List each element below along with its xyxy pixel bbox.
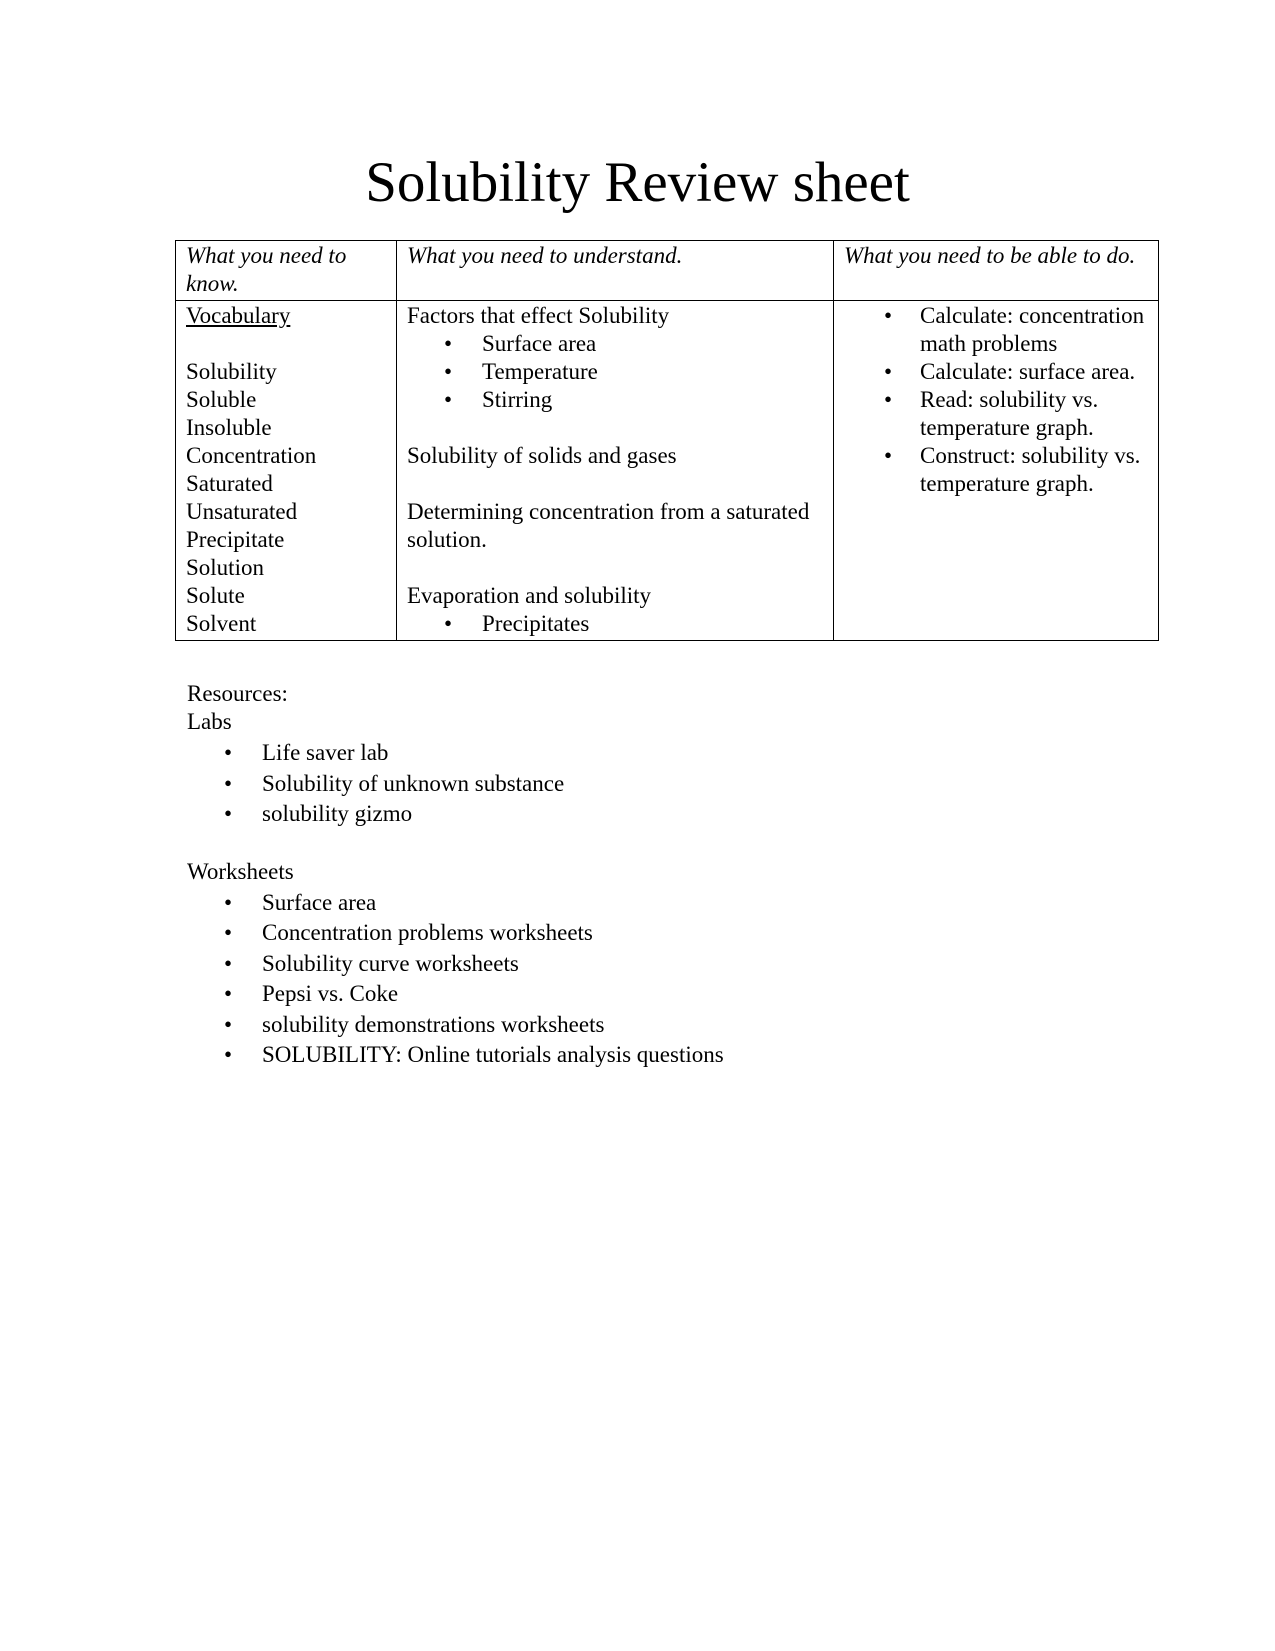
skills-list	[844, 302, 1148, 498]
know-cell	[176, 301, 397, 641]
worksheets-list	[187, 888, 1087, 1071]
understand-cell	[397, 301, 834, 641]
vocab-term: Insoluble	[186, 415, 272, 440]
list-item: • Calculate: surface area.	[920, 358, 1148, 386]
vocab-term: Precipitate	[186, 527, 285, 552]
vocab-term: Concentration	[186, 443, 317, 468]
list-item: • Concentration problems worksheets	[262, 918, 1087, 949]
vocab-term: Solution	[186, 555, 264, 580]
evaporation-list	[407, 610, 823, 638]
header-do: What you need to be able to do.	[834, 241, 1159, 301]
list-item: • solubility gizmo	[262, 799, 1087, 830]
page-title: Solubility Review sheet	[365, 151, 910, 214]
vocab-term: Saturated	[186, 471, 273, 496]
list-item: • SOLUBILITY: Online tutorials analysis questions	[262, 1040, 1087, 1071]
list-item: • Surface area	[482, 330, 823, 358]
do-cell	[834, 301, 1159, 641]
determining-text: Determining concentration from a saturated solution.	[407, 499, 810, 552]
resources-heading: Resources:	[187, 681, 288, 706]
header-understand: What you need to understand.	[397, 241, 834, 301]
resources-section	[187, 680, 1087, 1071]
list-item: • Solubility of unknown substance	[262, 769, 1087, 800]
worksheets-heading: Worksheets	[187, 858, 294, 884]
list-item: • Precipitates	[482, 610, 823, 638]
table-header-row	[176, 241, 1159, 301]
review-table	[175, 240, 1159, 641]
list-item: • Read: solubility vs. temperature graph.	[920, 386, 1148, 442]
vocab-term: Solvent	[186, 611, 257, 636]
vocab-term: Solute	[186, 583, 245, 608]
list-item: • Solubility curve worksheets	[262, 949, 1087, 980]
factors-list	[407, 330, 823, 414]
vocabulary-heading: Vocabulary	[186, 303, 291, 328]
list-item: • solubility demonstrations worksheets	[262, 1010, 1087, 1041]
labs-heading: Labs	[187, 709, 232, 734]
list-item: • Construct: solubility vs. temperature graph.	[920, 442, 1148, 498]
evaporation-text: Evaporation and solubility	[407, 583, 652, 608]
solids-gases-text: Solubility of solids and gases	[407, 443, 677, 468]
vocab-term: Solubility	[186, 359, 277, 384]
table-body-row	[176, 301, 1159, 641]
labs-list	[187, 738, 1087, 830]
list-item: • Surface area	[262, 888, 1087, 919]
list-item: • Pepsi vs. Coke	[262, 979, 1087, 1010]
list-item: • Calculate: concentration math problems	[920, 302, 1148, 358]
list-item: • Life saver lab	[262, 738, 1087, 769]
factors-heading: Factors that effect Solubility	[407, 303, 670, 328]
vocab-term: Soluble	[186, 387, 257, 412]
list-item: • Stirring	[482, 386, 823, 414]
header-know: What you need to know.	[176, 241, 397, 301]
list-item: • Temperature	[482, 358, 823, 386]
vocab-term: Unsaturated	[186, 499, 298, 524]
